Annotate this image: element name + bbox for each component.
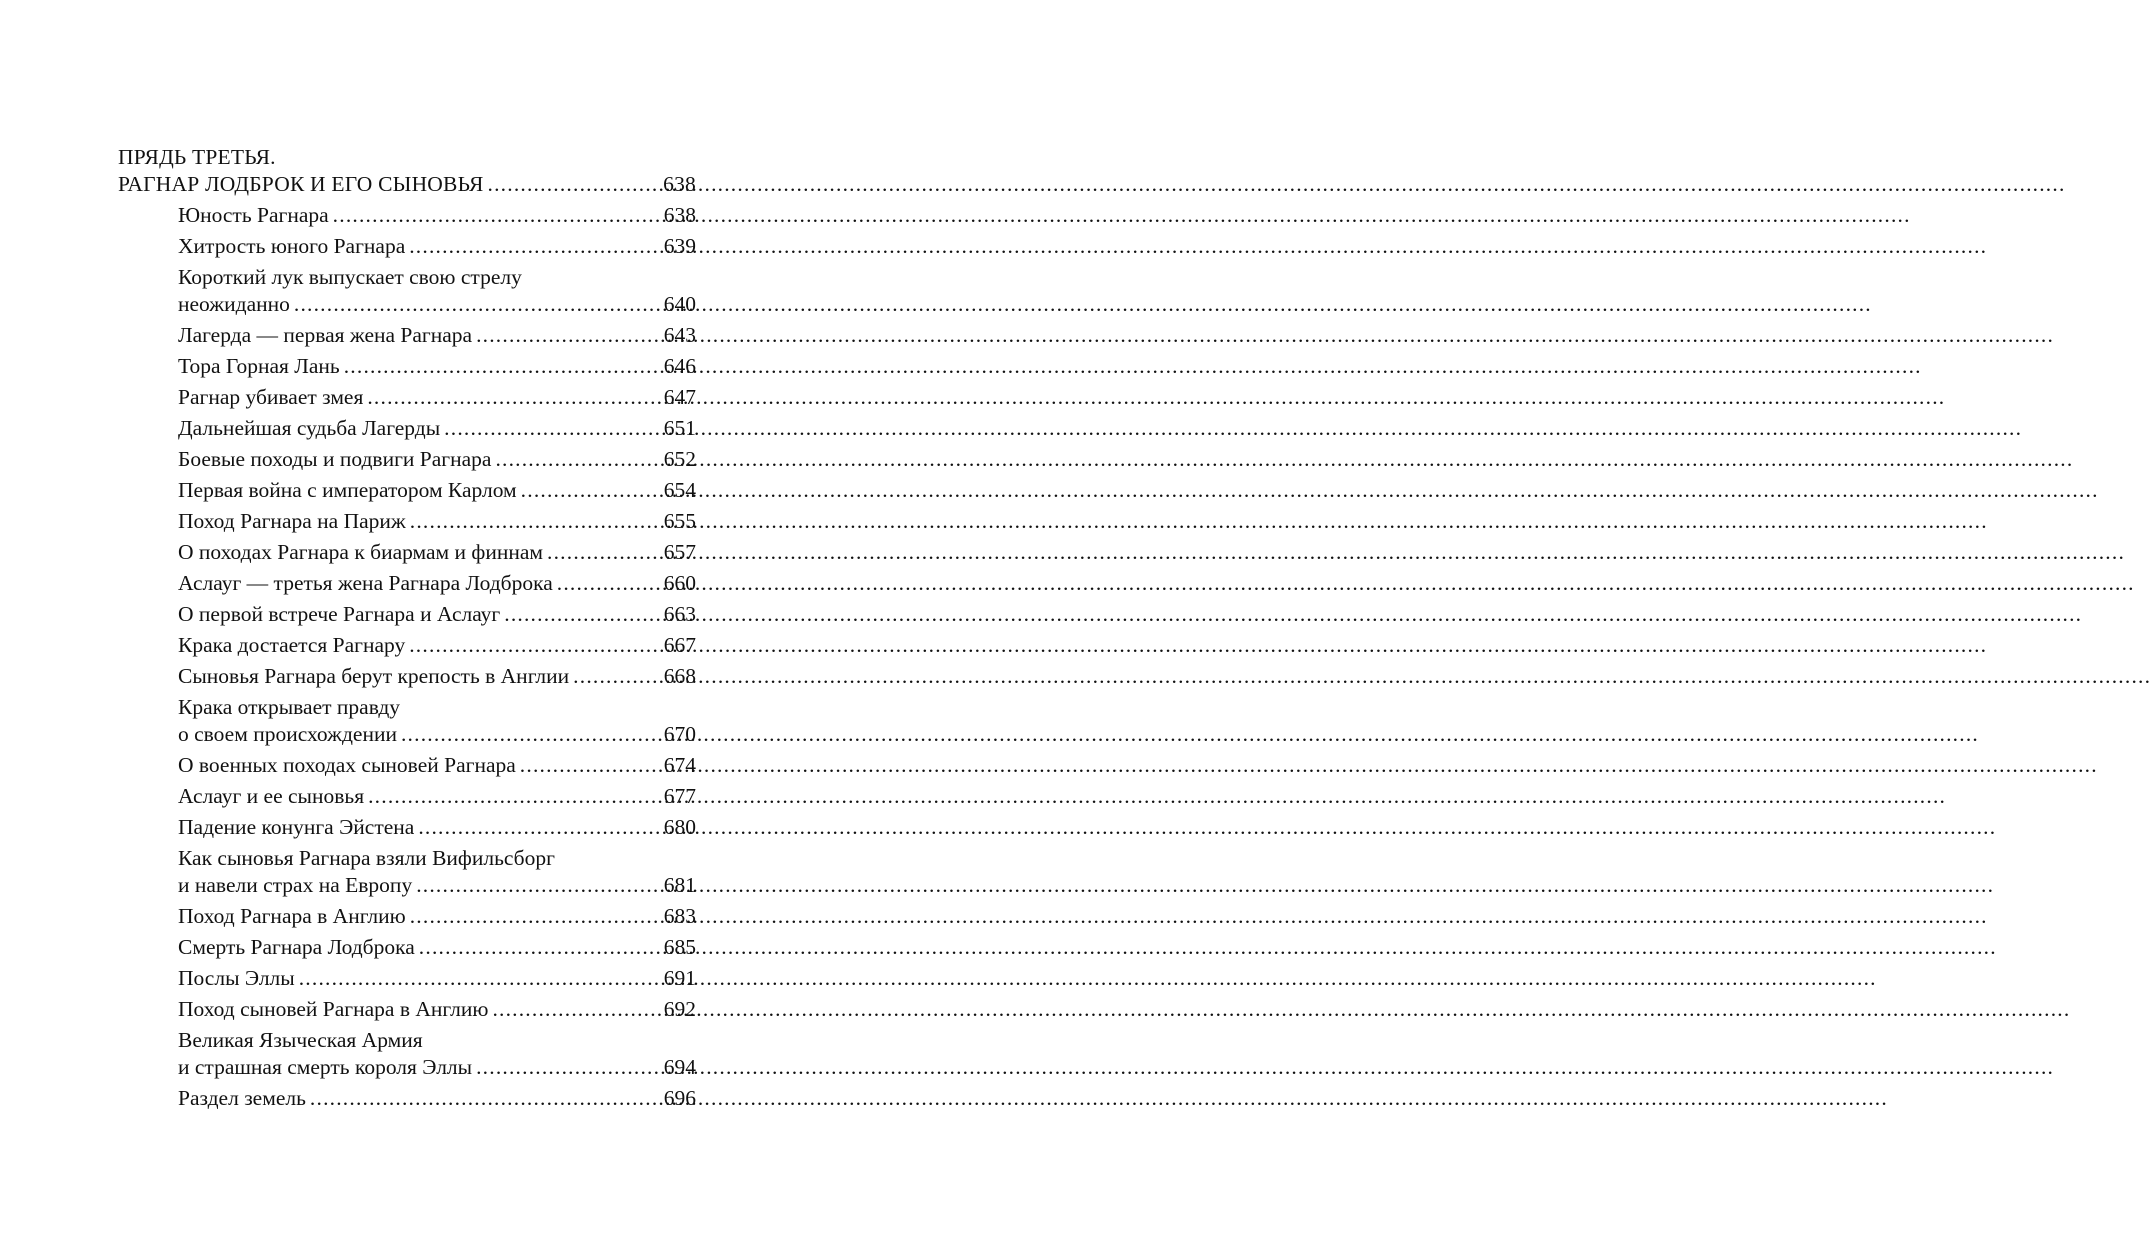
toc-entry xyxy=(118,570,696,597)
entry-title: Поход сыновей Рагнара в Англию xyxy=(178,997,489,1021)
entry-title: Рагнар убивает змея xyxy=(178,385,364,409)
dot-leader xyxy=(444,415,662,442)
dot-leader xyxy=(410,508,662,535)
page-number: 680 xyxy=(663,815,696,839)
entry-title: О первой встрече Рагнара и Аслауг xyxy=(178,602,501,626)
page-number: 654 xyxy=(663,478,696,502)
entry-title: О походах Рагнара к биармам и финнам xyxy=(178,540,544,564)
page-number: 674 xyxy=(663,753,696,777)
dot-leader xyxy=(521,477,662,504)
page-number: 655 xyxy=(663,509,696,533)
page-number: 667 xyxy=(663,633,696,657)
dot-leader xyxy=(492,996,661,1023)
dot-leader xyxy=(504,601,662,628)
dot-leader xyxy=(419,934,662,961)
page-number: 683 xyxy=(663,904,696,928)
page-number: 681 xyxy=(663,873,696,897)
dot-leader xyxy=(299,965,662,992)
entry-title: Хитрость юного Рагнара xyxy=(178,234,406,258)
dot-leader xyxy=(547,539,662,566)
entry-title: Боевые походы и подвиги Рагнара xyxy=(178,447,492,471)
dot-leader xyxy=(333,202,662,229)
toc-entry xyxy=(118,353,696,380)
entry-title: Раздел земель xyxy=(178,1086,306,1110)
dot-leader xyxy=(401,721,662,748)
page-number: 660 xyxy=(663,571,696,595)
dot-leader xyxy=(418,814,661,841)
entry-title-line: Короткий лук выпускает свою стрелу xyxy=(178,265,522,289)
entry-title: Юность Рагнара xyxy=(178,203,329,227)
entry-title: Дальнейшая судьба Лагерды xyxy=(178,416,441,440)
entry-title: и навели страх на Европу xyxy=(178,873,413,897)
dot-leader xyxy=(368,783,662,810)
page-number: 692 xyxy=(663,997,696,1021)
page-number: 685 xyxy=(663,935,696,959)
toc-entry xyxy=(118,233,696,260)
page-number: 638 xyxy=(663,203,696,227)
dot-leader xyxy=(367,384,661,411)
part-heading: ПРЯДЬ ТРЕТЬЯ. xyxy=(118,145,276,169)
entry-title: О военных походах сыновей Рагнара xyxy=(178,753,516,777)
page-number: 670 xyxy=(663,722,696,746)
page-number: 696 xyxy=(663,1086,696,1110)
dot-leader xyxy=(344,353,662,380)
dot-leader xyxy=(488,171,662,198)
entry-title-line: Крака открывает правду xyxy=(178,695,401,719)
table-of-contents xyxy=(118,144,696,1116)
dot-leader xyxy=(294,291,662,318)
entry-title-line: Как сыновья Рагнара взяли Вифильсборг xyxy=(178,846,555,870)
page-number: 657 xyxy=(663,540,696,564)
toc-entry xyxy=(118,1027,696,1081)
page-number: 647 xyxy=(663,385,696,409)
toc-entry xyxy=(118,663,696,690)
page-number: 677 xyxy=(663,784,696,808)
dot-leader xyxy=(409,632,662,659)
toc-entry xyxy=(118,632,696,659)
toc-entry xyxy=(118,539,696,566)
page-number: 668 xyxy=(663,664,696,688)
toc-entry xyxy=(118,845,696,899)
toc-entry xyxy=(118,202,696,229)
page-number: 646 xyxy=(663,354,696,378)
entry-title-line: Великая Языческая Армия xyxy=(178,1028,423,1052)
page-number: 652 xyxy=(663,447,696,471)
toc-entry xyxy=(118,508,696,535)
entry-title: Тора Горная Лань xyxy=(178,354,340,378)
toc-entry xyxy=(118,415,696,442)
entry-title: Аслауг — третья жена Рагнара Лодброка xyxy=(178,571,553,595)
toc-entry xyxy=(118,996,696,1023)
entry-title: Сыновья Рагнара берут крепость в Англии xyxy=(178,664,570,688)
dot-leader xyxy=(409,233,662,260)
dot-leader xyxy=(476,322,662,349)
entry-title: Первая война с императором Карлом xyxy=(178,478,517,502)
page-number: 651 xyxy=(663,416,696,440)
entry-title: Крака достается Рагнару xyxy=(178,633,406,657)
entry-title: Смерть Рагнара Лодброка xyxy=(178,935,415,959)
entry-title: Поход Рагнара в Англию xyxy=(178,904,406,928)
toc-entry xyxy=(118,694,696,748)
entry-title: Лагерда — первая жена Рагнара xyxy=(178,323,473,347)
dot-leader xyxy=(573,663,662,690)
entry-title-last-line xyxy=(178,1054,696,1081)
page-number: 691 xyxy=(663,966,696,990)
toc-entry xyxy=(118,1085,696,1112)
dot-leader xyxy=(410,903,662,930)
toc-entry xyxy=(118,814,696,841)
toc-entry xyxy=(118,934,696,961)
dot-leader xyxy=(495,446,661,473)
page-number: 639 xyxy=(663,234,696,258)
toc-entry xyxy=(118,446,696,473)
entry-title: Падение конунга Эйстена xyxy=(178,815,415,839)
entry-title-last-line xyxy=(178,872,696,899)
dot-leader xyxy=(520,752,662,779)
toc-entry xyxy=(118,783,696,810)
toc-entries xyxy=(118,202,696,1112)
entry-title: неожиданно xyxy=(178,292,290,316)
entry-title-last-line xyxy=(178,721,696,748)
toc-entry xyxy=(118,384,696,411)
dot-leader xyxy=(416,872,662,899)
entry-title: и страшная смерть короля Эллы xyxy=(178,1055,473,1079)
dot-leader xyxy=(310,1085,662,1112)
toc-entry xyxy=(118,752,696,779)
page-number: 643 xyxy=(663,323,696,347)
page-number: 638 xyxy=(663,172,696,196)
page-number: 640 xyxy=(663,292,696,316)
part-title: РАГНАР ЛОДБРОК И ЕГО СЫНОВЬЯ xyxy=(118,172,484,196)
dot-leader xyxy=(557,570,662,597)
toc-entry xyxy=(118,264,696,318)
toc-entry xyxy=(118,601,696,628)
entry-title-last-line xyxy=(178,291,696,318)
toc-entry xyxy=(118,965,696,992)
page-number: 663 xyxy=(663,602,696,626)
entry-title: Поход Рагнара на Париж xyxy=(178,509,406,533)
toc-entry xyxy=(118,477,696,504)
entry-title: о своем происхождении xyxy=(178,722,397,746)
toc-entry xyxy=(118,903,696,930)
entry-title: Аслауг и ее сыновья xyxy=(178,784,365,808)
toc-entry xyxy=(118,322,696,349)
dot-leader xyxy=(476,1054,662,1081)
part-title-entry xyxy=(118,171,696,198)
page-number: 694 xyxy=(663,1055,696,1079)
entry-title: Послы Эллы xyxy=(178,966,295,990)
